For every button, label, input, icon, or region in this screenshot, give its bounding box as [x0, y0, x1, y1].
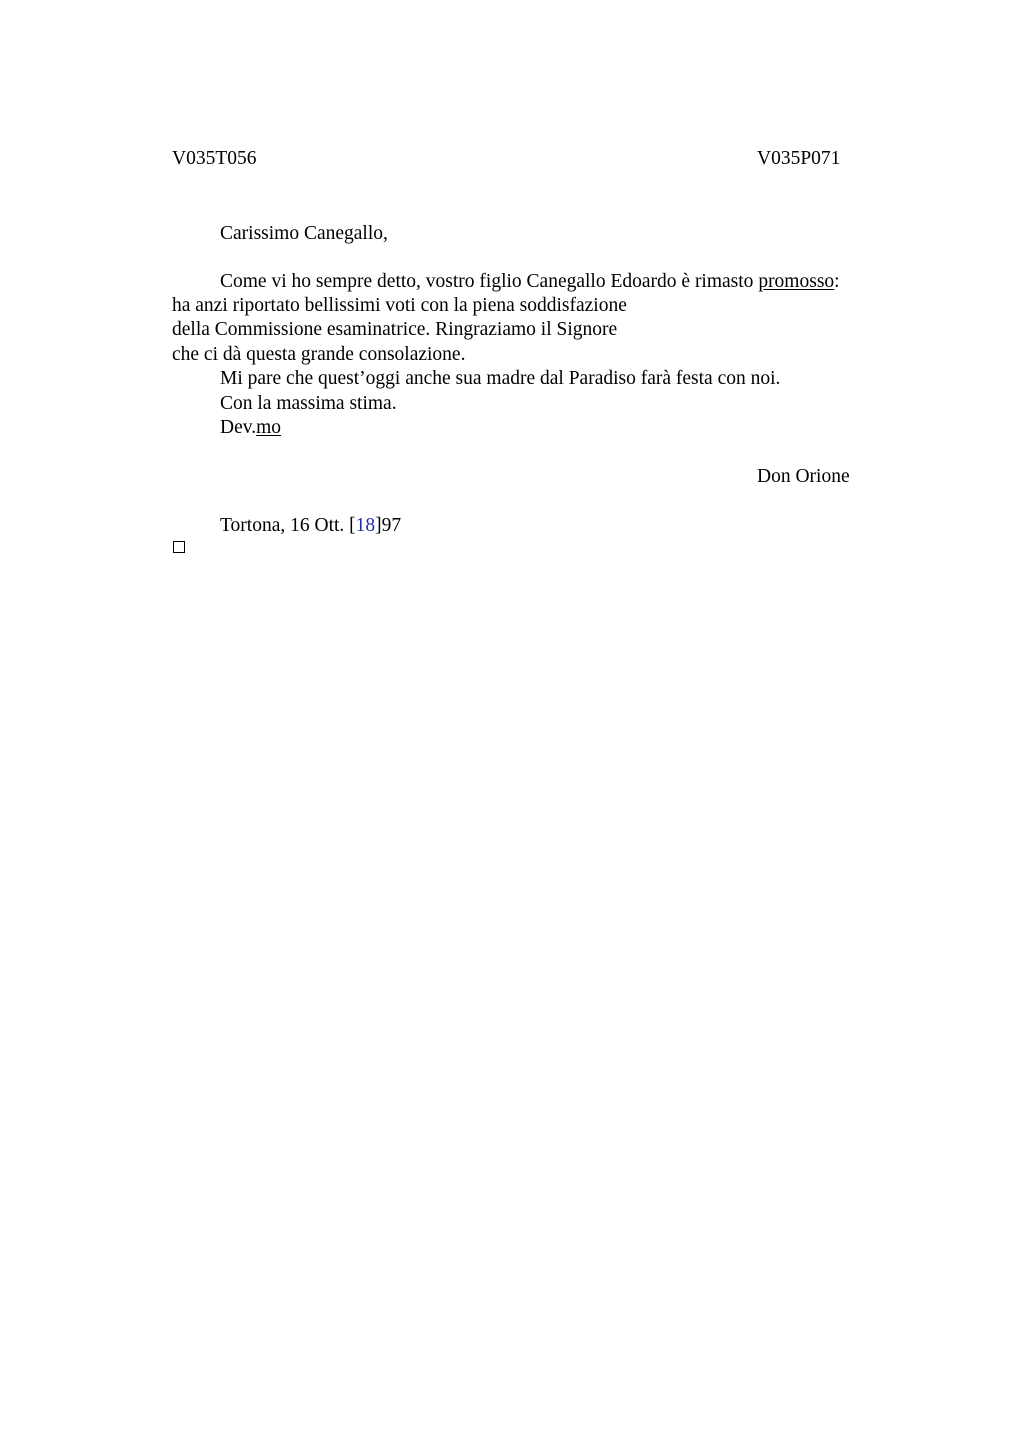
date-bracket-value: 18	[355, 515, 376, 536]
right-reference-code: V035P071	[757, 148, 841, 169]
date-line	[220, 516, 401, 536]
closing	[220, 418, 281, 438]
checkbox-icon	[173, 541, 185, 553]
body-line-2: ha anzi riportato bellissimi voti con la piena soddisfazione	[172, 295, 627, 316]
body-line-4: che ci dà questa grande consolazione.	[172, 344, 466, 365]
body-line-1-colon: :	[834, 271, 840, 292]
body-line-1	[220, 272, 840, 292]
date-suffix: ]97	[375, 515, 402, 536]
signature: Don Orione	[757, 466, 850, 487]
salutation: Carissimo Canegallo,	[220, 223, 388, 244]
closing-underlined: mo	[256, 417, 282, 438]
body-line-5: Mi pare che quest’oggi anche sua madre dal Paradiso farà festa con noi.	[220, 368, 781, 389]
left-reference-code: V035T056	[172, 148, 257, 169]
body-line-6: Con la massima stima.	[220, 393, 397, 414]
date-text: Tortona, 16 Ott. [	[220, 515, 356, 536]
underlined-word-promosso: promosso	[758, 271, 835, 292]
closing-text: Dev.	[220, 417, 257, 438]
body-line-1-text: Come vi ho sempre detto, vostro figlio Canegallo Edoardo è rimasto	[220, 271, 759, 292]
body-line-3: della Commissione esaminatrice. Ringraziamo il Signore	[172, 319, 618, 340]
